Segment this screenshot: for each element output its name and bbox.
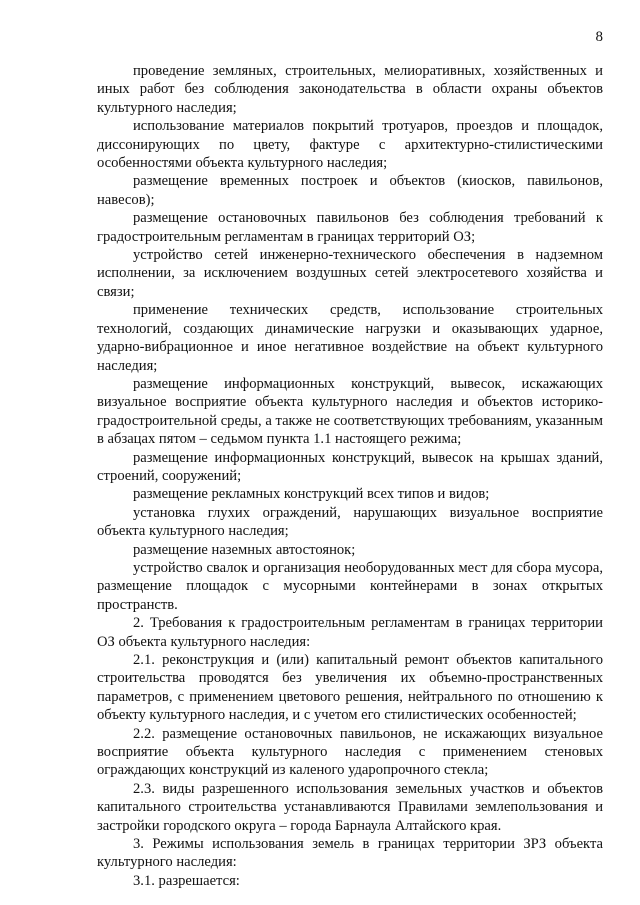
paragraph: размещение информационных конструкций, вывесок, искажающих визуальное восприятие объекта культурного наследия и объектов историко-градостроительной среды, а также не соответствующих требованиям, указанным в абзацах пятом – седьмом пункта 1.1 настоящего режима; [97,375,603,448]
paragraph: использование материалов покрытий тротуаров, проездов и площадок, диссонирующих по цвету, фактуре с архитектурно-стилистическими особенностями объекта культурного наследия; [97,118,603,172]
paragraph: устройство свалок и организация необорудованных мест для сбора мусора, размещение площадок с мусорными контейнерами в зонах открытых пространств. [97,559,603,613]
page-number: 8 [595,29,603,45]
paragraph: размещение временных построек и объектов (киосков, павильонов, навесов); [97,173,603,208]
paragraph: размещение рекламных конструкций всех типов и видов; [133,486,490,503]
paragraph: 2.1. реконструкция и (или) капитальный ремонт объектов капитального строительства проводятся без увеличения их объемно-пространственных параметров, с применением цветового решения, нейтрального по отношению к объекту культурного наследия, и с учетом его стилистических особенностей; [97,652,603,724]
paragraph: 2.3. виды разрешенного использования земельных участков и объектов капитального строительства устанавливаются Правилами землепользования и застройки городского округа – города Барнаула Алтайского края. [97,780,603,834]
paragraph: размещение информационных конструкций, вывесок на крышах зданий, строений, сооружений; [97,449,603,484]
paragraph: установка глухих ограждений, нарушающих визуальное восприятие объекта культурного наследия; [97,504,603,540]
paragraph: 3.1. разрешается: [133,872,240,889]
paragraph: устройство сетей инженерно-технического обеспечения в надземном исполнении, за исключением воздушных сетей электросетевого хозяйства и связи; [97,247,603,300]
paragraph: размещение остановочных павильонов без соблюдения требований к градостроительным регламентам в границах территорий ОЗ; [97,210,603,245]
paragraph: размещение наземных автостоянок; [133,541,356,558]
paragraph: применение технических средств, использование строительных технологий, создающих динамические нагрузки и оказывающих ударное, ударно-вибрационное и иное негативное воздействие на объект культурного наследия; [97,302,603,374]
paragraph: проведение земляных, строительных, мелиоративных, хозяйственных и иных работ без соблюдения законодательства в области охраны объектов культурного наследия; [97,63,603,116]
section-heading: 3. Режимы использования земель в границах территории ЗРЗ объекта культурного наследия: [97,836,603,871]
document-body [97,62,603,890]
section-heading: 2. Требования к градостроительным регламентам в границах территории ОЗ объекта культурного наследия: [97,615,603,650]
paragraph: 2.2. размещение остановочных павильонов, не искажающих визуальное восприятие объекта культурного наследия с применением стеновых ограждающих конструкций из каленого ударопрочного стекла; [97,725,603,779]
